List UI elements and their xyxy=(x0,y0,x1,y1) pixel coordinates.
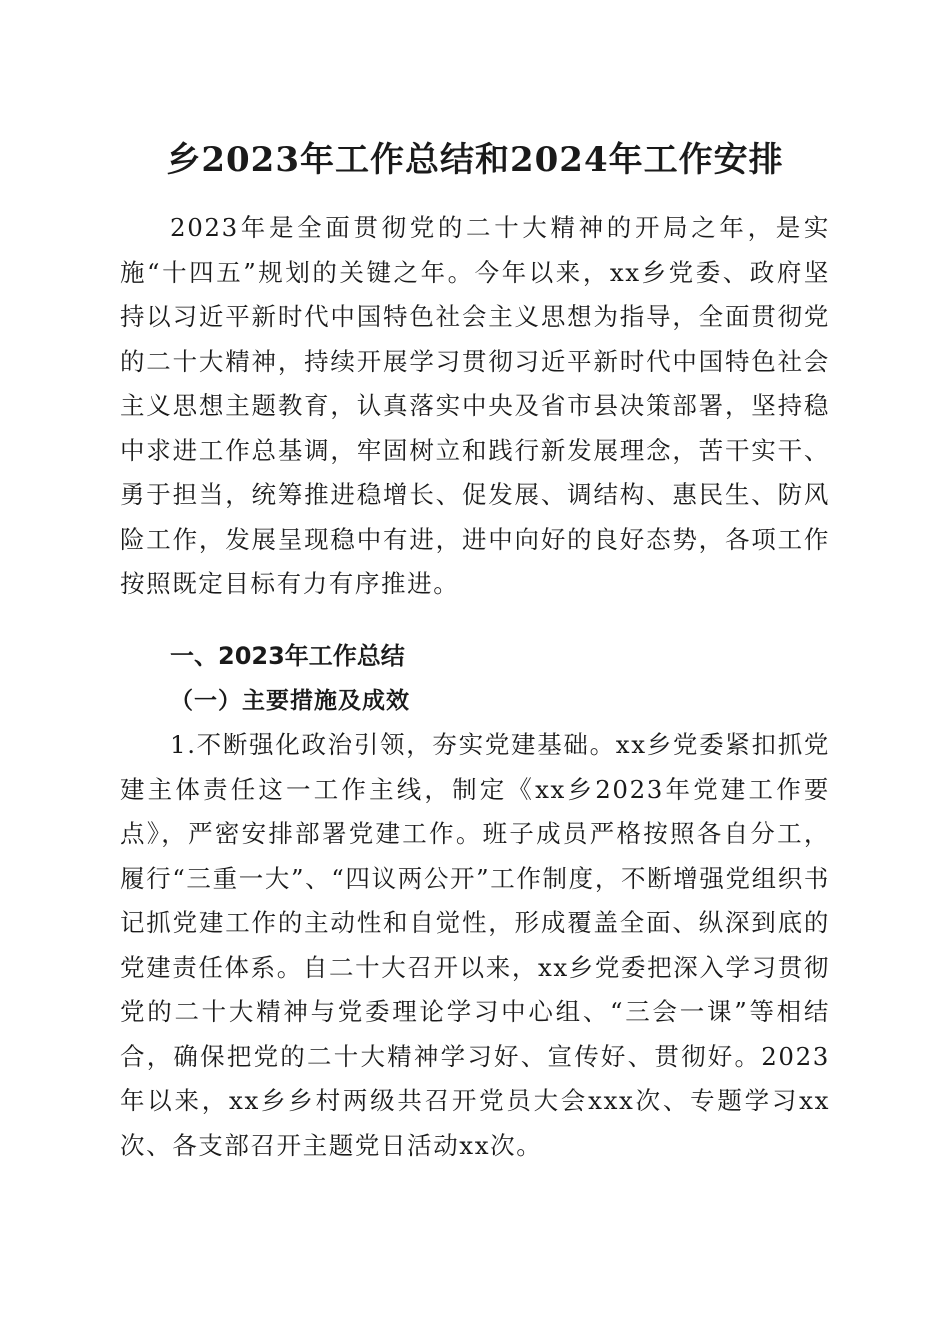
subsection-heading: （一）主要措施及成效 xyxy=(170,687,410,714)
document-title: 乡2023年工作总结和2024年工作安排 xyxy=(166,140,784,180)
intro-paragraph: 2023年是全面贯彻党的二十大精神的开局之年，是实施“十四五”规划的关键之年。今年以来，xx乡党委、政府坚持以习近平新时代中国特色社会主义思想为指导，全面贯彻党的二十大精神，持续开展学习贯彻习近平新时代中国特色社会主义思想主题教育，认真落实中央及省市县决策部署，坚持稳中求进工作总基调，牢固树立和践行新发展理念，苦干实干、勇于担当，统筹推进稳增长、促发展、调结构、惠民生、防风险工作，发展呈现稳中有进，进中向好的良好态势，各项工作按照既定目标有力有序推进。 xyxy=(120,213,830,598)
item-paragraph: 1.不断强化政治引领，夯实党建基础。xx乡党委紧扣抓党建主体责任这一工作主线，制定《xx乡2023年党建工作要点》，严密安排部署党建工作。班子成员严格按照各自分工，履行“三重一大”、“四议两公开”工作制度，不断增强党组织书记抓党建工作的主动性和自觉性，形成覆盖全面、纵深到底的党建责任体系。自二十大召开以来，xx乡党委把深入学习贯彻党的二十大精神与党委理论学习中心组、“三会一课”等相结合，确保把党的二十大精神学习好、宣传好、贯彻好。2023年以来，xx乡乡村两级共召开党员大会xxx次、专题学习xx次、各支部召开主题党日活动xx次。 xyxy=(120,730,830,1160)
section-heading: 一、2023年工作总结 xyxy=(170,642,405,670)
